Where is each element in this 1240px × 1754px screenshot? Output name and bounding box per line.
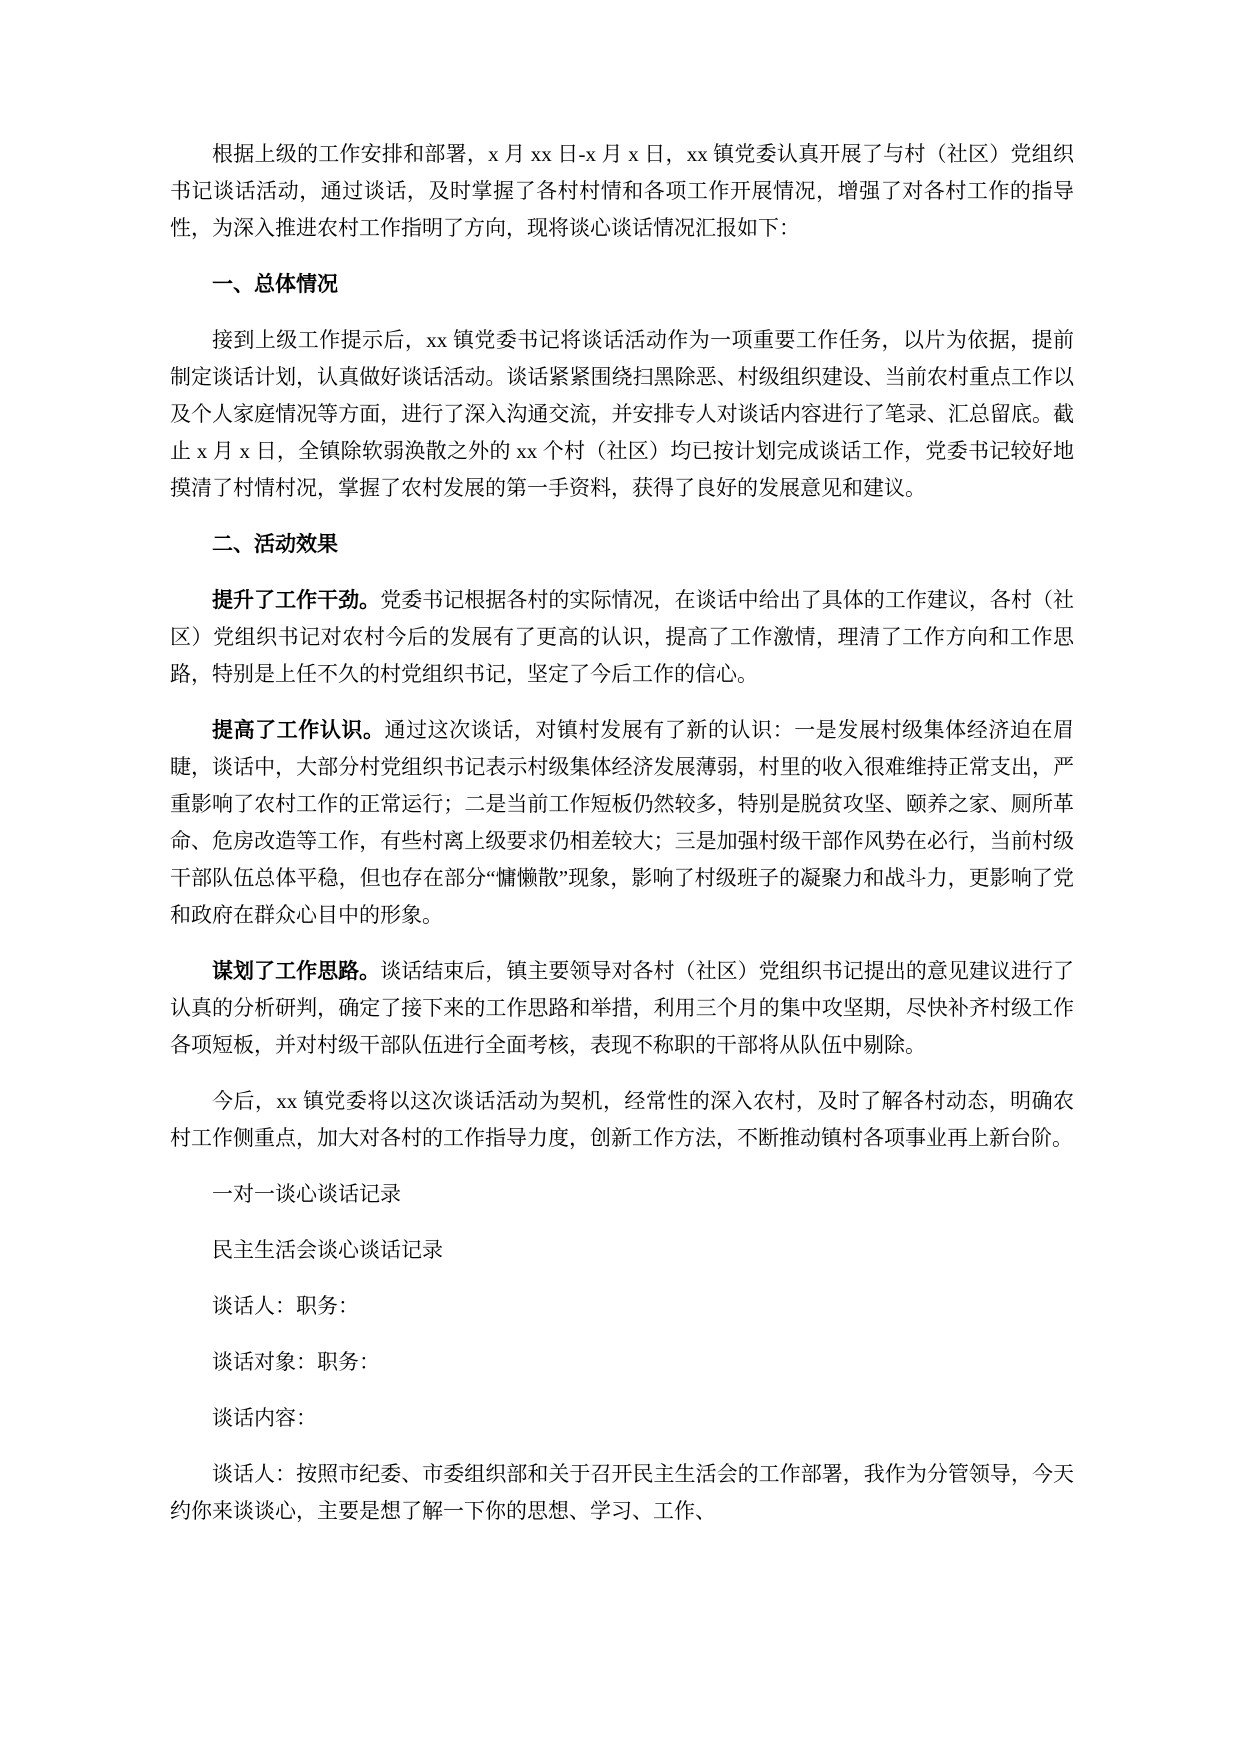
paragraph-text-motivation: 党委书记根据各村的实际情况，在谈话中给出了具体的工作建议，各村（社区）党组织书记对农村今后的发展有了更高的认识，提高了工作激情，理清了工作方向和工作思路，特别是上任不久的村党组织书记，坚定了今后工作的信心。 <box>170 588 1075 686</box>
paragraph-result-motivation <box>170 582 1074 693</box>
paragraph-lead-motivation: 提升了工作干劲。 <box>212 588 381 612</box>
paragraph-lead-planning: 谋划了工作思路。 <box>212 959 381 983</box>
section-heading-activity-results: 二、活动效果 <box>212 532 338 556</box>
paragraph-outlook: 今后，xx 镇党委将以这次谈话活动为契机，经常性的深入农村，及时了解各村动态，明确农村工作侧重点，加大对各村的工作指导力度，创新工作方法，不断推动镇村各项事业再上新台阶。 <box>170 1089 1074 1150</box>
line-interviewer-position: 谈话人：职务： <box>212 1294 359 1318</box>
paragraph-lead-understanding: 提高了工作认识。 <box>212 718 385 742</box>
paragraph-text-planning: 谈话结束后，镇主要领导对各村（社区）党组织书记提出的意见建议进行了认真的分析研判，确定了接下来的工作思路和举措，利用三个月的集中攻坚期，尽快补齐村级工作各项短板，并对村级干部队伍进行全面考核，表现不称职的干部将从队伍中剔除。 <box>170 959 1075 1057</box>
line-interviewee-position: 谈话对象：职务： <box>212 1350 380 1374</box>
line-one-on-one-record-title: 一对一谈心谈话记录 <box>212 1182 401 1206</box>
paragraph-overall-situation: 接到上级工作提示后，xx 镇党委书记将谈话活动作为一项重要工作任务，以片为依据，提前制定谈话计划，认真做好谈话活动。谈话紧紧围绕扫黑除恶、村级组织建设、当前农村重点工作以及个人家庭情况等方面，进行了深入沟通交流，并安排专人对谈话内容进行了笔录、汇总留底。截止 x 月 x 日，全镇除软弱涣散之外的 xx 个村（社区）均已按计划完成谈话工作，党委书记较好地摸清了村情村况，掌握了农村发展的第一手资料，获得了良好的发展意见和建议。 <box>170 328 1074 500</box>
paragraph-interviewer-opening: 谈话人：按照市纪委、市委组织部和关于召开民主生活会的工作部署，我作为分管领导，今天约你来谈谈心，主要是想了解一下你的思想、学习、工作、 <box>170 1462 1074 1523</box>
section-heading-overall-situation: 一、总体情况 <box>212 272 338 296</box>
paragraph-result-understanding <box>170 712 1074 934</box>
line-conversation-content-label: 谈话内容： <box>212 1406 317 1430</box>
paragraph-intro: 根据上级的工作安排和部署，x 月 xx 日-x 月 x 日，xx 镇党委认真开展了与村（社区）党组织书记谈话活动，通过谈话，及时掌握了各村村情和各项工作开展情况，增强了对各村工作的指导性，为深入推进农村工作指明了方向，现将谈心谈话情况汇报如下： <box>170 142 1074 240</box>
paragraph-text-understanding: 通过这次谈话，对镇村发展有了新的认识：一是发展村级集体经济迫在眉睫，谈话中，大部分村党组织书记表示村级集体经济发展薄弱，村里的收入很难维持正常支出，严重影响了农村工作的正常运行；二是当前工作短板仍然较多，特别是脱贫攻坚、颐养之家、厕所革命、危房改造等工作，有些村离上级要求仍相差较大；三是加强村级干部作风势在必行，当前村级干部队伍总体平稳，但也存在部分“慵懒散”现象，影响了村级班子的凝聚力和战斗力，更影响了党和政府在群众心目中的形象。 <box>170 718 1074 927</box>
paragraph-result-planning <box>170 953 1074 1064</box>
line-democratic-life-record-title: 民主生活会谈心谈话记录 <box>212 1238 443 1262</box>
